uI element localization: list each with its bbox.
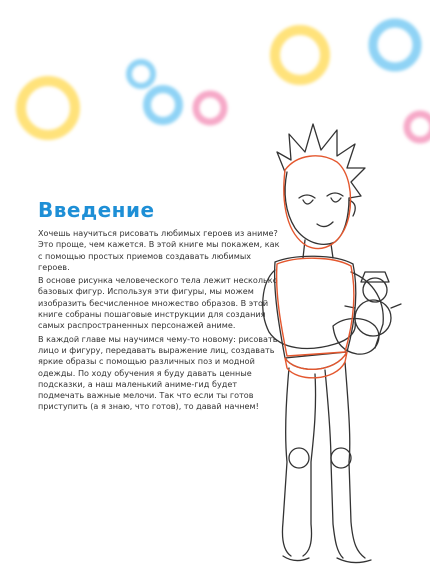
circle-blue-right: [373, 23, 417, 67]
circle-yellow-large: [21, 81, 75, 135]
circle-blue-small: [129, 62, 153, 86]
mouth: [317, 222, 333, 227]
guide-head: [284, 156, 351, 249]
toy-body: [355, 300, 391, 336]
torso: [275, 256, 356, 358]
knee-right: [331, 448, 351, 468]
anime-boy-sketch-icon: [225, 112, 425, 572]
paragraph-2: В основе рисунка человеческого тела лежит несколько базовых фигур. Используя эти фигуры, мы можем изобразить бесчисленное множество образов. В этой книге собраны пошаговые инструкции для создания самых распространенных персонажей аниме.: [38, 275, 278, 331]
leg-right: [325, 370, 343, 558]
circle-yellow-top: [275, 30, 325, 80]
paragraph-1: Хочешь научиться рисовать любимых героев из аниме? Это проще, чем кажется. В этой книге мы покажем, как с помощью простых приемов создавать любимых героев.: [38, 228, 280, 272]
page-title: Введение: [38, 198, 155, 222]
right-eye: [327, 193, 343, 196]
paragraph-3: В каждой главе мы научимся чему-то новому: рисовать лицо и фигуру, передавать выражение лиц, создавать яркие образы с помощью различных поз и модной одежды. По ходу обучения я буду давать ценные подсказки, а наш маленький аниме-гид будет подмечать важные мелочи. Так что если ты готов приступить (а я знаю, что готов), то давай начнем!: [38, 333, 278, 412]
feet: [283, 556, 309, 561]
hair: [277, 124, 365, 198]
knee-left: [289, 448, 309, 468]
circle-blue-mid: [147, 89, 179, 121]
left-eye: [299, 195, 315, 198]
circle-pink-small: [196, 94, 224, 122]
